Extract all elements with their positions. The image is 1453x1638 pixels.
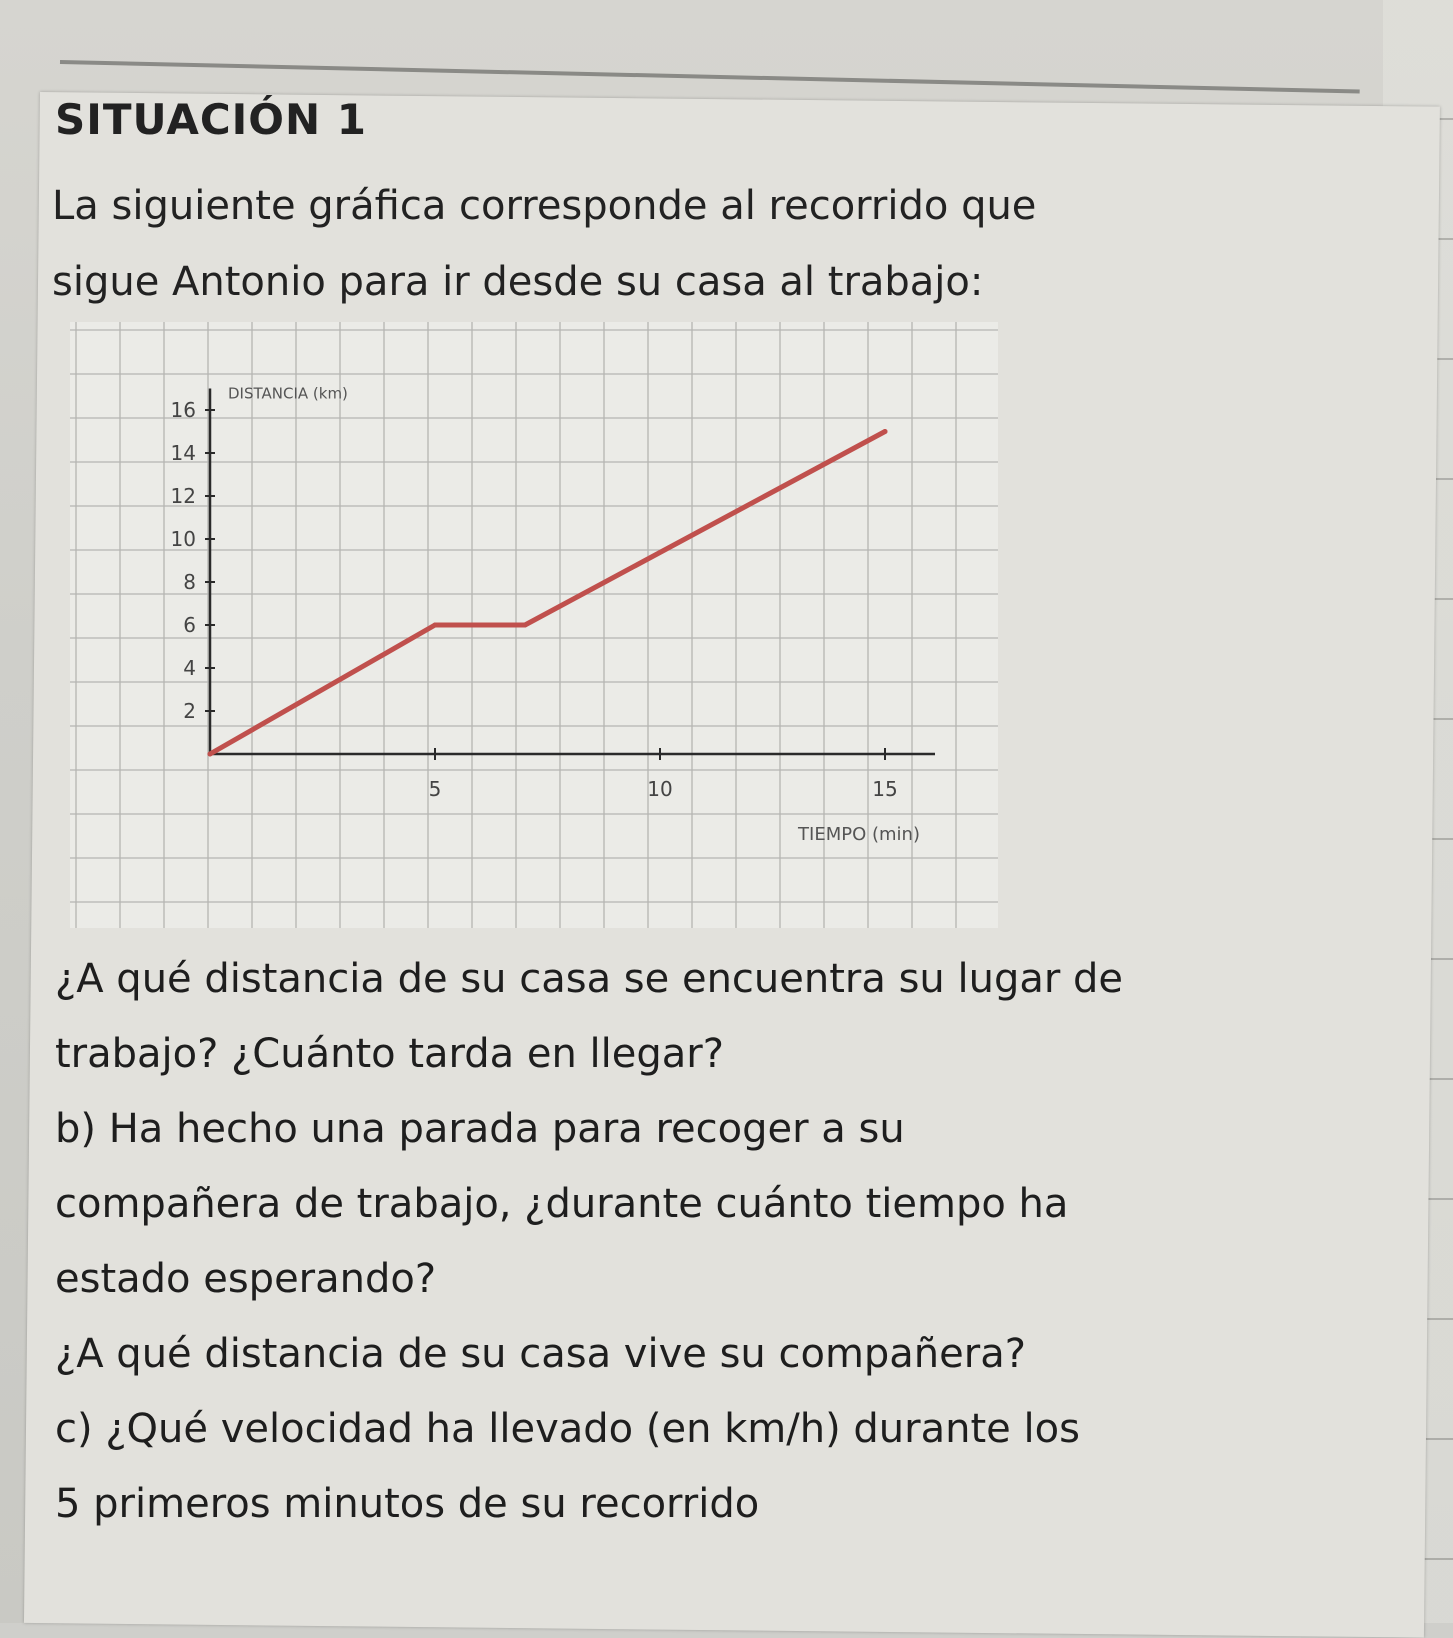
x-axis-label: TIEMPO (min) [798,824,920,845]
question-line: ¿A qué distancia de su casa se encuentra su lugar de [55,956,1124,1002]
distance-time-chart [70,322,998,928]
y-tick-label: 4 [183,656,196,680]
intro-line: La siguiente gráfica corresponde al recorrido que [52,183,1037,229]
chart-svg [70,322,998,928]
question-line: ¿A qué distancia de su casa vive su compañera? [55,1331,1026,1377]
x-tick-label: 5 [428,777,442,801]
question-line: b) Ha hecho una parada para recoger a su [55,1106,905,1152]
series-point [433,623,438,628]
y-tick-label: 14 [170,441,196,465]
question-line: trabajo? ¿Cuánto tarda en llegar? [55,1031,724,1077]
question-line: c) ¿Qué velocidad ha llevado (en km/h) durante los [55,1406,1080,1452]
situation-heading: SITUACIÓN 1 [55,95,367,144]
question-line: 5 primeros minutos de su recorrido [55,1481,760,1527]
series-point [523,623,528,628]
question-line: compañera de trabajo, ¿durante cuánto tiempo ha [55,1181,1069,1227]
series-point [208,752,213,757]
y-tick-label: 2 [183,699,196,723]
question-line: estado esperando? [55,1256,437,1302]
series-line [210,432,885,755]
y-tick-label: 12 [170,484,196,508]
intro-paragraph [52,168,1372,320]
y-tick-label: 8 [183,570,196,594]
x-tick-label: 10 [647,777,673,801]
y-axis-label: DISTANCIA (km) [228,384,348,403]
y-tick-label: 16 [170,398,196,422]
series-point [883,429,888,434]
intro-line: sigue Antonio para ir desde su casa al trabajo: [52,259,984,305]
y-tick-label: 6 [183,613,196,637]
questions-block [55,942,1395,1542]
y-tick-label: 10 [170,527,196,551]
x-tick-label: 15 [872,777,898,801]
